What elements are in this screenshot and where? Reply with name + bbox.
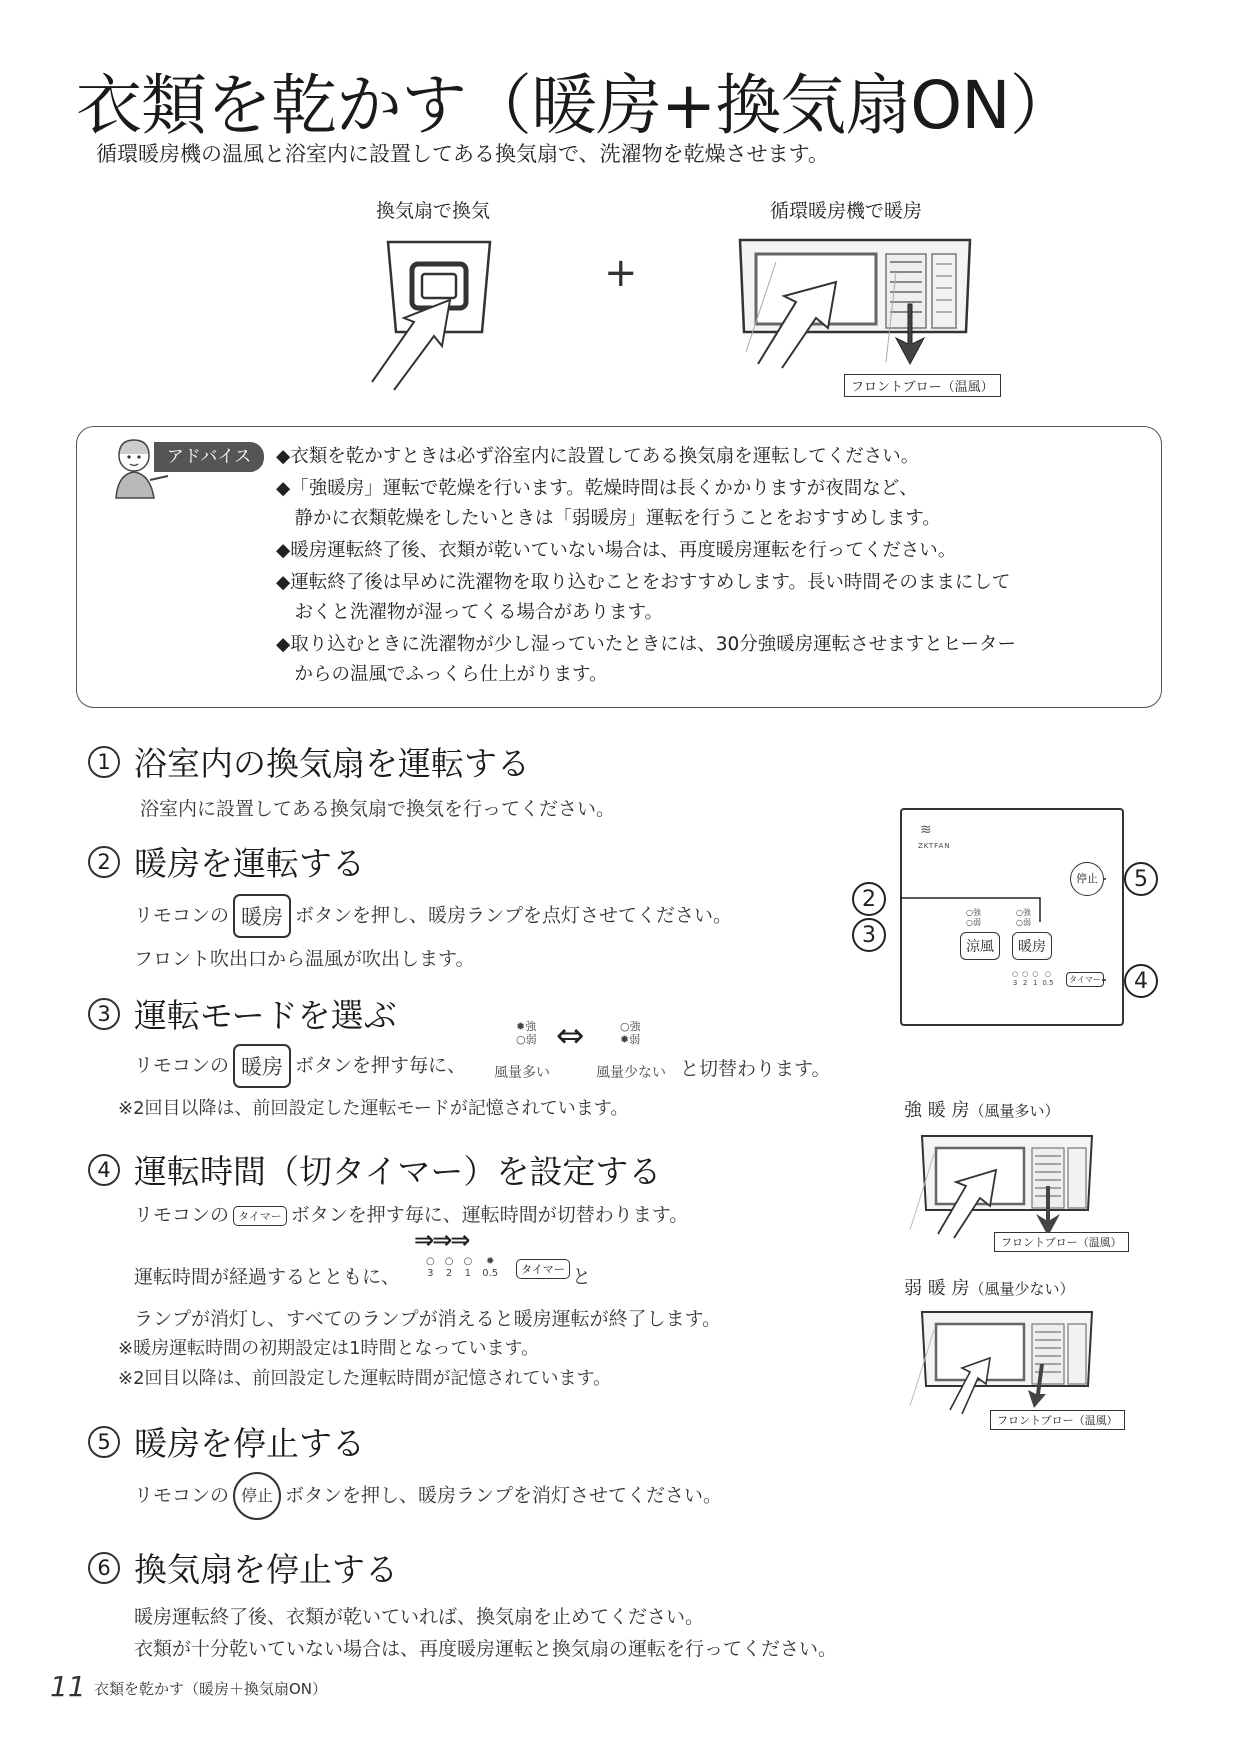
step-4-note-1: ※暖房運転時間の初期設定は1時間となっています。: [118, 1338, 540, 1359]
step-number: 1: [88, 746, 120, 778]
remote-timer-lamps: ○ 3 ○ 2 ○ 1 ○ 0.5: [1012, 970, 1054, 987]
strong-heating-heading: 強 暖 房（風量多い）: [904, 1100, 1060, 1121]
advice-line: からの温風でふっくら仕上がります。: [276, 664, 608, 685]
step-1-text: 浴室内に設置してある換気扇で換気を行ってください。: [140, 798, 616, 820]
step-4-note-2: ※2回目以降は、前回設定した運転時間が記憶されています。: [118, 1368, 612, 1389]
stop-button-icon: 停止: [233, 1472, 281, 1520]
heat-button-icon: 暖房: [233, 894, 291, 938]
page-title: 衣類を乾かす（暖房+換気扇ON）: [76, 67, 1075, 144]
timer-arrows: ⇒⇒⇒: [414, 1226, 469, 1254]
strong-lamp-indicator: ✹強 ○弱: [516, 1020, 537, 1046]
step-number: 2: [88, 846, 120, 878]
step-3-note: ※2回目以降は、前回設定した運転モードが記憶されています。: [118, 1098, 629, 1119]
weak-lamp-indicator: ○強 ✹弱: [620, 1020, 641, 1046]
remote-stop-button: 停止: [1070, 862, 1104, 896]
step-2-line-2: フロント吹出口から温風が吹出します。: [134, 948, 475, 970]
circulation-heater-illustration: [736, 232, 976, 372]
advice-line: ◆取り込むときに洗濯物が少し湿っていたときには、30分強暖房運転させますとヒーター: [276, 634, 1017, 655]
strong-front-blow-label: フロントブロー（温風）: [994, 1232, 1129, 1252]
step-number: 3: [88, 998, 120, 1030]
remote-heat-button: 暖房: [1012, 932, 1052, 960]
strong-caption: 風量多い: [494, 1065, 550, 1081]
callout-3: 3: [852, 918, 886, 952]
footer-title: 衣類を乾かす（暖房＋換気扇ON）: [94, 1680, 328, 1698]
step-2-line-1: リモコンの 暖房 ボタンを押し、暖房ランプを点灯させてください。: [134, 894, 732, 938]
ventilation-fan-illustration: [370, 232, 510, 392]
remote-cool-button: 涼風: [960, 932, 1000, 960]
step-4-line-1: リモコンの タイマー ボタンを押す毎に、運転時間が切替わります。: [134, 1204, 689, 1226]
step-title: 浴室内の換気扇を運転する: [134, 744, 530, 783]
step-number: 6: [88, 1552, 120, 1584]
step-number: 5: [88, 1426, 120, 1458]
heater-caption: 循環暖房機で暖房: [770, 200, 923, 222]
page-subtitle: 循環暖房機の温風と浴室内に設置してある換気扇で、洗濯物を乾燥させます。: [96, 142, 829, 166]
remote-brand: ZKTFAN: [918, 842, 951, 850]
timer-lamp: ✹ 0.5: [482, 1256, 499, 1279]
advice-line: ◆「強暖房」運転で乾燥を行います。乾燥時間は長くかかりますが夜間など、: [276, 478, 918, 499]
plus-sign: +: [604, 250, 638, 296]
step-4-line-3: ランプが消灯し、すべてのランプが消えると暖房運転が終了します。: [134, 1308, 722, 1330]
step-1-heading: [88, 738, 530, 785]
callout-4: 4: [1124, 964, 1158, 998]
step-4-heading: [88, 1146, 661, 1193]
step-2-heading: [88, 838, 365, 885]
step-title: 暖房を運転する: [134, 844, 365, 883]
advice-label: アドバイス: [154, 442, 264, 472]
step-4-line-2: 運転時間が経過するとともに、: [134, 1266, 401, 1288]
wave-icon: ≋: [920, 822, 932, 838]
callout-5: 5: [1124, 862, 1158, 896]
switch-arrow: ⇔: [556, 1016, 585, 1056]
advice-line: ◆運転終了後は早めに洗濯物を取り込むことをおすすめします。長い時間そのままにして: [276, 572, 1011, 593]
heat-button-icon: 暖房: [233, 1044, 291, 1088]
cool-lamps: ○強 ○弱: [966, 908, 981, 927]
step-4-line-2-end: と: [572, 1266, 592, 1288]
remote-timer-button: タイマー: [1066, 972, 1104, 987]
timer-lamp: ○ 2: [444, 1256, 454, 1279]
step-title: 運転モードを選ぶ: [134, 996, 397, 1035]
advice-line: 静かに衣類乾燥をしたいときは「弱暖房」運転を行うことをおすすめします。: [276, 508, 941, 529]
weak-heating-heading: 弱 暖 房（風量少ない）: [904, 1278, 1075, 1299]
weak-front-blow-label: フロントブロー（温風）: [990, 1410, 1125, 1430]
strong-heating-illustration: [900, 1130, 1100, 1240]
step-6-line-2: 衣類が十分乾いていない場合は、再度暖房運転と換気扇の運転を行ってください。: [134, 1638, 838, 1660]
front-blow-label: フロントブロー（温風）: [844, 374, 1001, 397]
timer-button-icon: タイマー: [233, 1206, 287, 1226]
step-title: 暖房を停止する: [134, 1424, 365, 1463]
step-3-heading: [88, 990, 397, 1037]
callout-2: 2: [852, 882, 886, 916]
advice-line: おくと洗濯物が湿ってくる場合があります。: [276, 602, 664, 623]
heat-lamps: ○強 ○弱: [1016, 908, 1031, 927]
advice-line: ◆衣類を乾かすときは必ず浴室内に設置してある換気扇を運転してください。: [276, 446, 920, 467]
weak-caption: 風量少ない: [596, 1065, 666, 1081]
step-5-line: リモコンの 停止 ボタンを押し、暖房ランプを消灯させてください。: [134, 1472, 722, 1520]
timer-lamp-row: [426, 1256, 498, 1280]
page-number: 11: [50, 1670, 86, 1703]
advice-line: ◆暖房運転終了後、衣類が乾いていない場合は、再度暖房運転を行ってください。: [276, 540, 957, 561]
step-title: 換気扇を停止する: [134, 1550, 398, 1589]
fan-caption: 換気扇で換気: [376, 200, 491, 222]
step-6-line-1: 暖房運転終了後、衣類が乾いていれば、換気扇を止めてください。: [134, 1606, 705, 1628]
step-3-line-end: と切替わります。: [680, 1058, 831, 1080]
timer-button-icon: タイマー: [512, 1258, 574, 1279]
step-3-line: リモコンの 暖房 ボタンを押す毎に、: [134, 1044, 466, 1088]
step-title: 運転時間（切タイマー）を設定する: [134, 1152, 662, 1191]
step-6-heading: [88, 1544, 398, 1591]
advice-list: [276, 442, 1016, 690]
step-number: 4: [88, 1154, 120, 1186]
timer-lamp: ○ 1: [463, 1256, 473, 1279]
weak-heating-illustration: [900, 1306, 1100, 1416]
step-5-heading: [88, 1418, 365, 1465]
timer-lamp: ○ 3: [426, 1256, 435, 1279]
